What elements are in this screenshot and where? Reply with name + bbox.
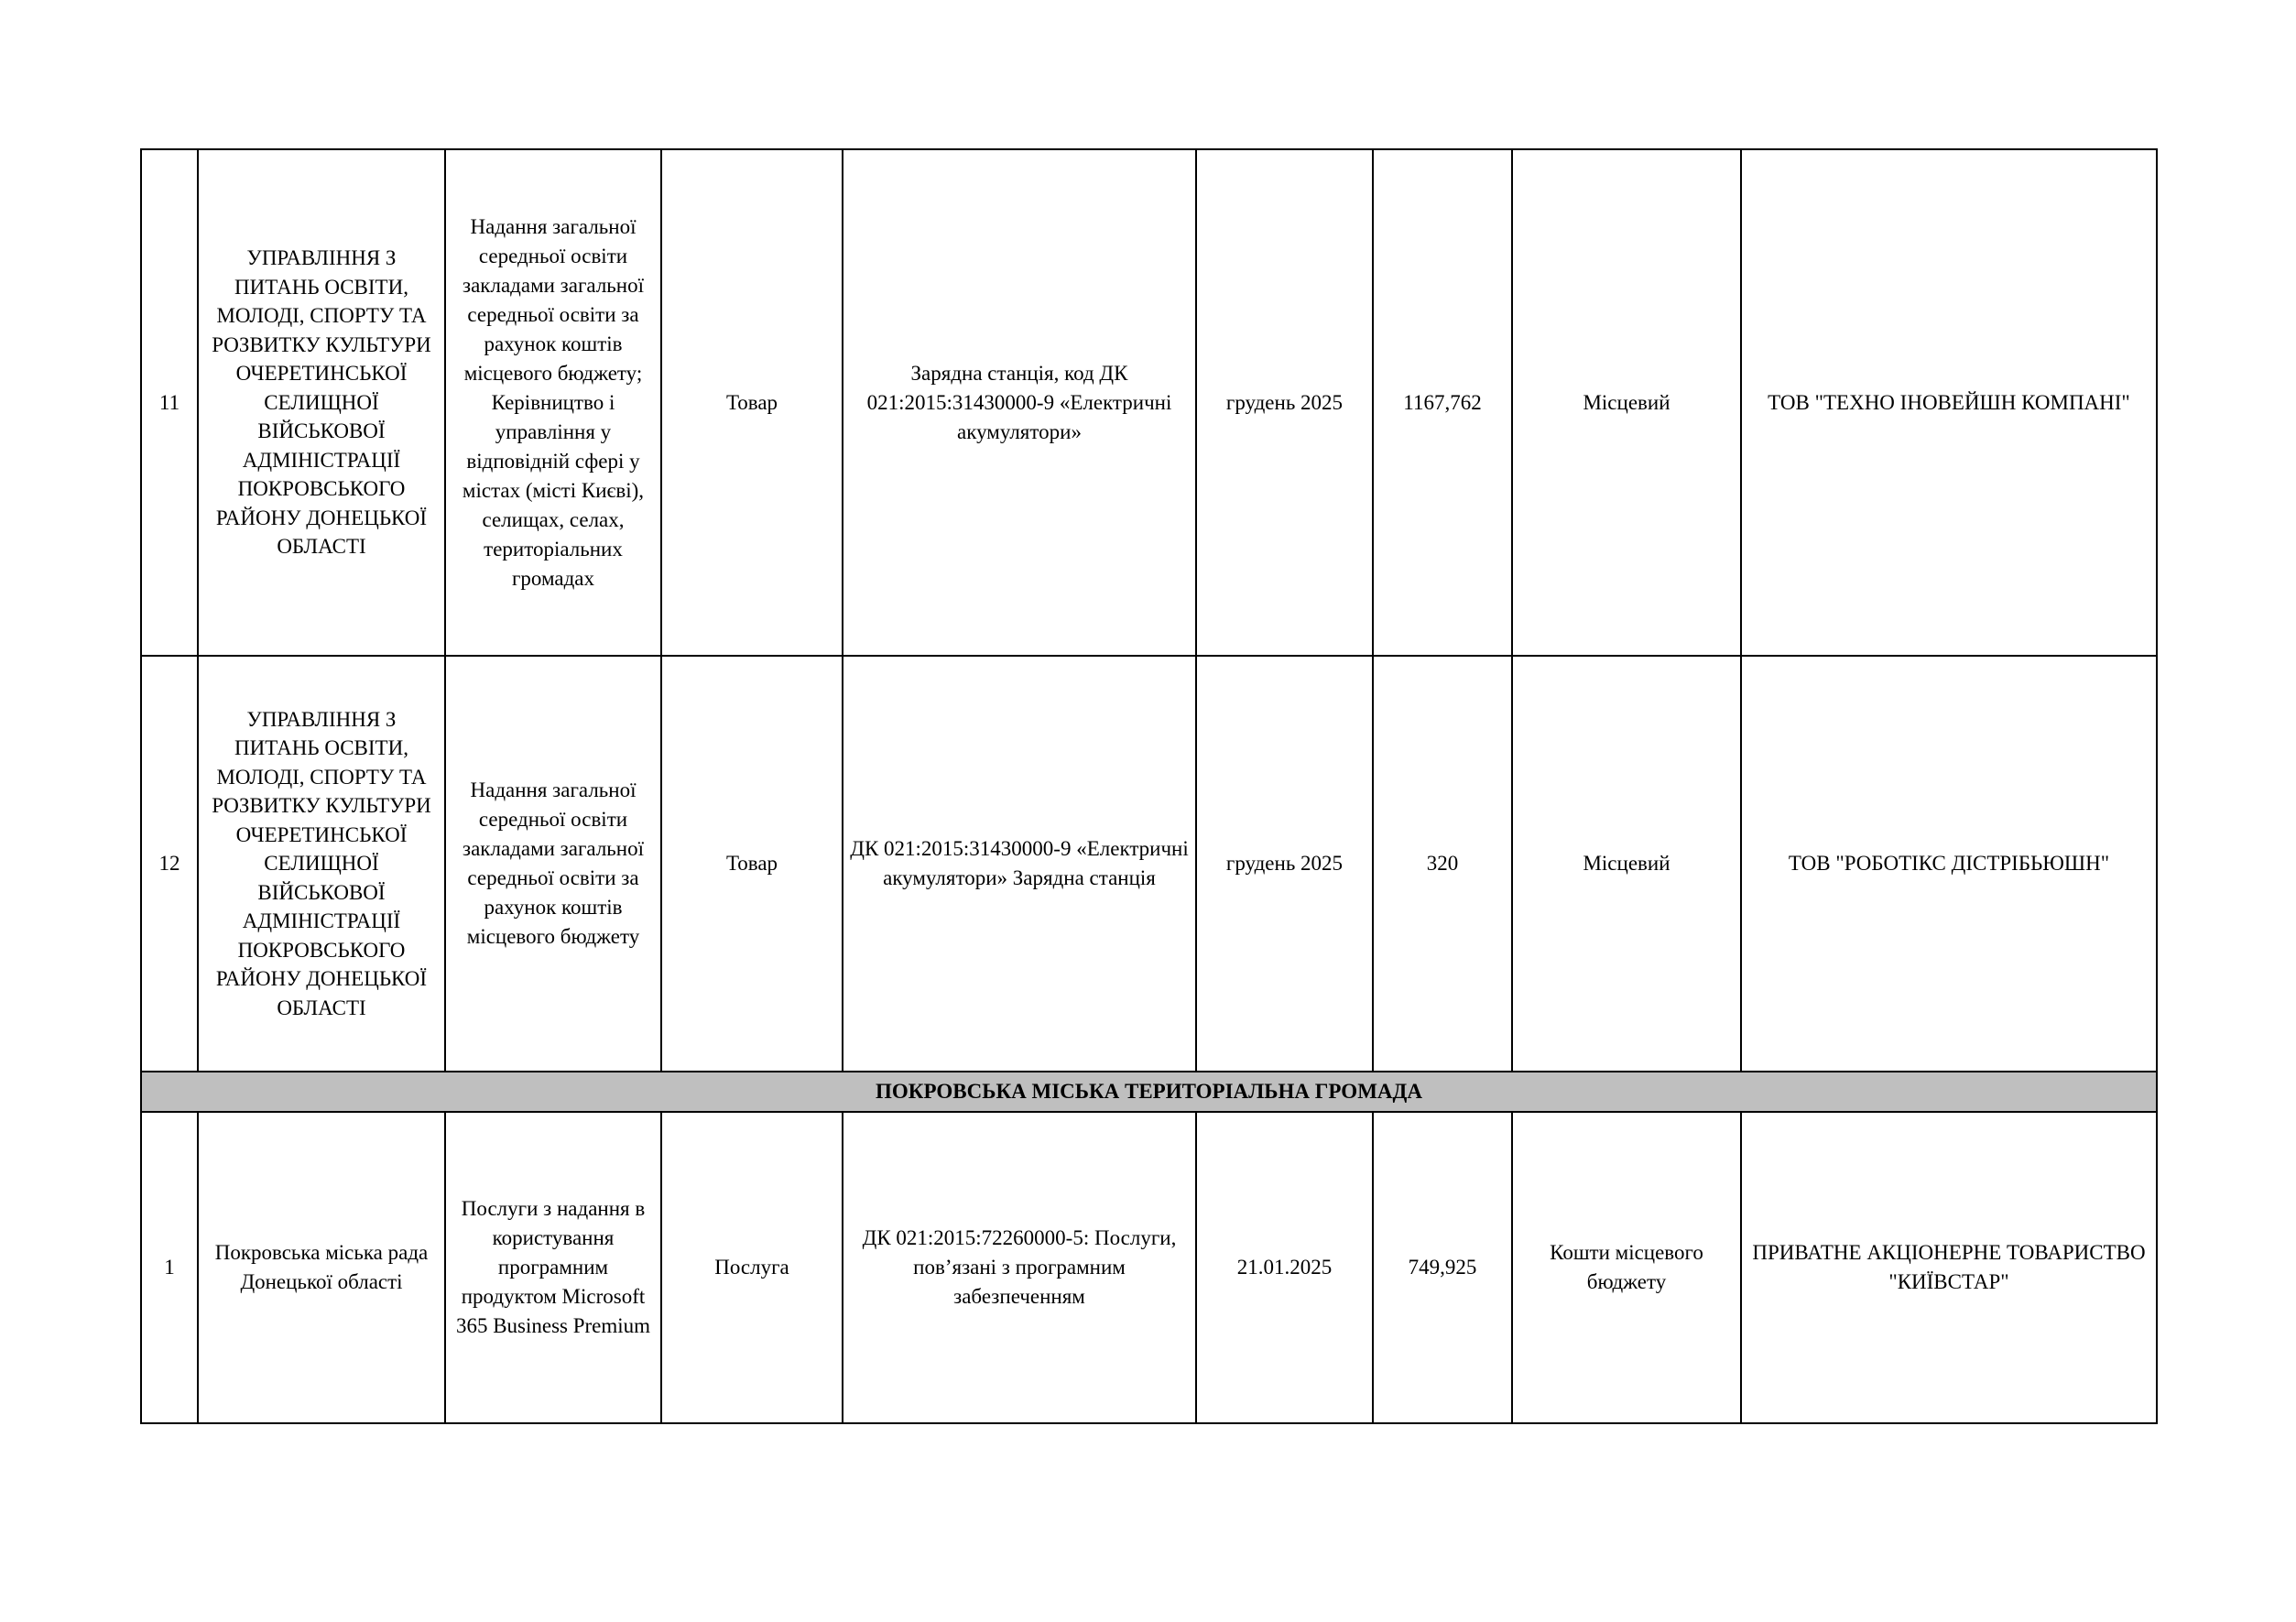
procurement-date: грудень 2025 — [1196, 656, 1373, 1072]
procurement-date: грудень 2025 — [1196, 149, 1373, 656]
funding-source: Місцевий — [1512, 656, 1741, 1072]
row-number: 12 — [141, 656, 198, 1072]
supplier-name: ПРИВАТНЕ АКЦІОНЕРНЕ ТОВАРИСТВО "КИЇВСТАР" — [1741, 1112, 2157, 1423]
procurement-subject: ДК 021:2015:72260000-5: Послуги, пов’язані з програмним забезпеченням — [843, 1112, 1196, 1423]
procurement-subject: ДК 021:2015:31430000-9 «Електричні акумулятори» Зарядна станція — [843, 656, 1196, 1072]
row-number: 11 — [141, 149, 198, 656]
procurement-amount: 749,925 — [1373, 1112, 1512, 1423]
table-row — [141, 149, 2157, 656]
table-row — [141, 1112, 2157, 1423]
customer-name: УПРАВЛІННЯ З ПИТАНЬ ОСВІТИ, МОЛОДІ, СПОРТУ ТА РОЗВИТКУ КУЛЬТУРИ ОЧЕРЕТИНСЬКОЇ СЕЛИЩНОЇ ВІЙСЬКОВОЇ АДМІНІСТРАЦІЇ ПОКРОВСЬКОГО РАЙОНУ ДОНЕЦЬКОЇ ОБЛАСТІ — [198, 149, 445, 656]
funding-source: Кошти місцевого бюджету — [1512, 1112, 1741, 1423]
section-title: ПОКРОВСЬКА МІСЬКА ТЕРИТОРІАЛЬНА ГРОМАДА — [141, 1072, 2157, 1112]
customer-name: УПРАВЛІННЯ З ПИТАНЬ ОСВІТИ, МОЛОДІ, СПОРТУ ТА РОЗВИТКУ КУЛЬТУРИ ОЧЕРЕТИНСЬКОЇ СЕЛИЩНОЇ ВІЙСЬКОВОЇ АДМІНІСТРАЦІЇ ПОКРОВСЬКОГО РАЙОНУ ДОНЕЦЬКОЇ ОБЛАСТІ — [198, 656, 445, 1072]
procurement-amount: 320 — [1373, 656, 1512, 1072]
procurement-table — [140, 148, 2158, 1424]
supplier-name: ТОВ "ТЕХНО ІНОВЕЙШН КОМПАНІ" — [1741, 149, 2157, 656]
budget-program: Надання загальної середньої освіти закладами загальної середньої освіти за рахунок коштів місцевого бюджету; Керівництво і управління у відповідній сфері у містах (місті Києві), селищах, селах, територіальних громадах — [445, 149, 661, 656]
procurement-date: 21.01.2025 — [1196, 1112, 1373, 1423]
budget-program: Послуги з надання в користування програмним продуктом Microsoft 365 Business Premium — [445, 1112, 661, 1423]
procurement-type: Товар — [661, 149, 843, 656]
funding-source: Місцевий — [1512, 149, 1741, 656]
procurement-type: Послуга — [661, 1112, 843, 1423]
customer-name: Покровська міська рада Донецької області — [198, 1112, 445, 1423]
procurement-type: Товар — [661, 656, 843, 1072]
procurement-amount: 1167,762 — [1373, 149, 1512, 656]
procurement-subject: Зарядна станція, код ДК 021:2015:31430000-9 «Електричні акумулятори» — [843, 149, 1196, 656]
table-row — [141, 656, 2157, 1072]
section-header-row — [141, 1072, 2157, 1112]
row-number: 1 — [141, 1112, 198, 1423]
budget-program: Надання загальної середньої освіти закладами загальної середньої освіти за рахунок коштів місцевого бюджету — [445, 656, 661, 1072]
supplier-name: ТОВ "РОБОТІКС ДІСТРІБЬЮШН" — [1741, 656, 2157, 1072]
